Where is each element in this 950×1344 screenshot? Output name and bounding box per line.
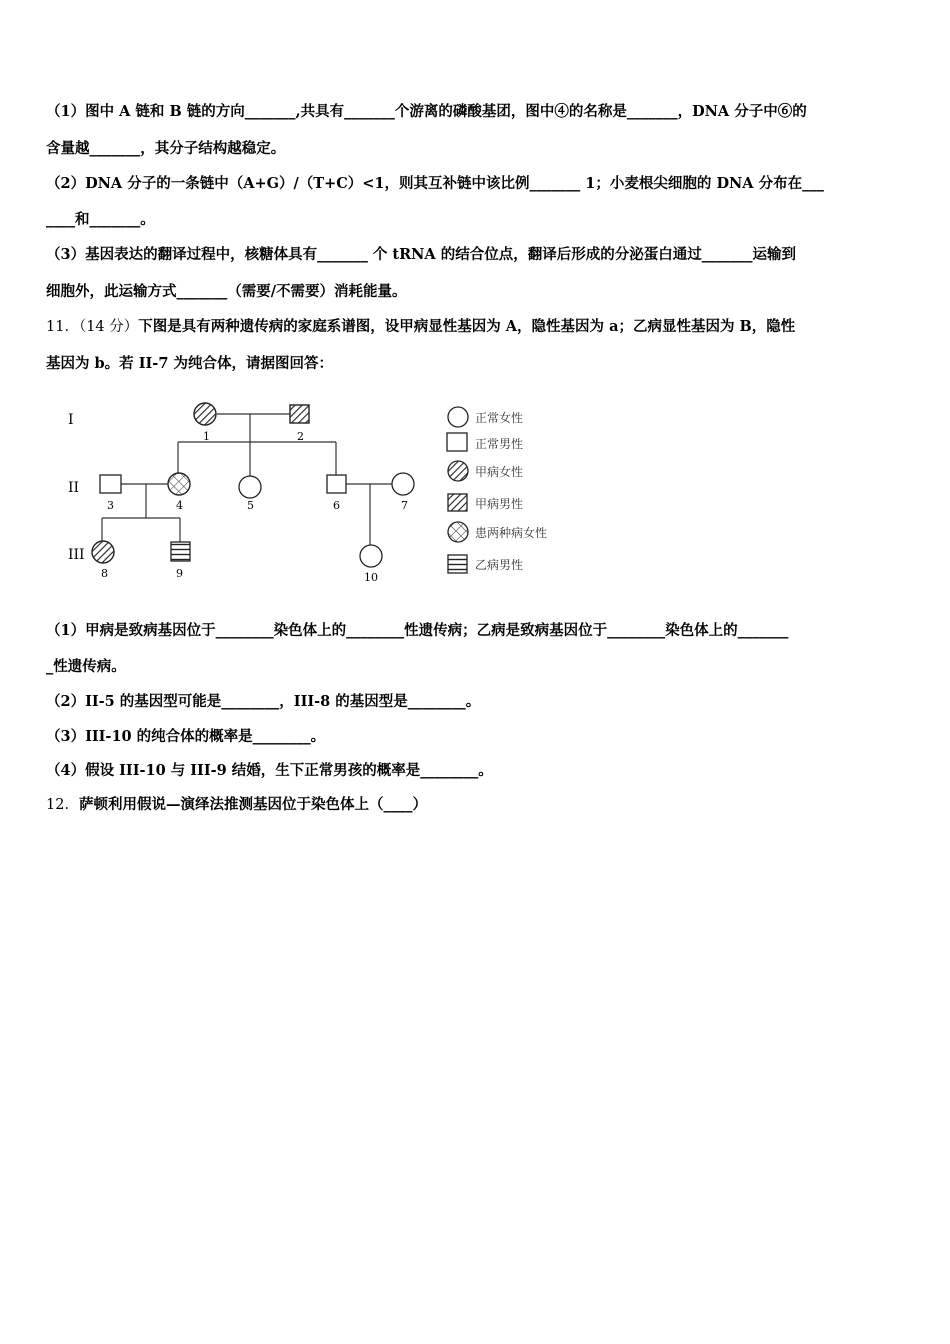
part1-line-5: （3）基因表达的翻译过程中，核糖体具有_______ 个 tRNA 的结合位点，翻译后形成的分泌蛋白通过_______运输到: [46, 246, 796, 263]
q11-sub-question-4: （4）假设 III-10 与 III-9 结婚，生下正常男孩的概率是________。: [46, 762, 493, 779]
individual-7-normal-female: [392, 473, 414, 495]
individual-6-normal-male: [327, 475, 346, 493]
generation-label-I: I: [68, 412, 74, 428]
legend-jia-female-label: 甲病女性: [475, 465, 524, 479]
label-8: 8: [101, 567, 108, 580]
q12-number: 12．: [46, 797, 79, 813]
q11-stem-line-2: 基因为 b。若 II-7 为纯合体，请据图回答：: [46, 355, 333, 372]
pedigree-figure: [60, 392, 580, 592]
label-10: 10: [364, 571, 378, 584]
label-1: 1: [203, 430, 210, 443]
part1-line-1: （1）图中 A 链和 B 链的方向_______,共具有_______个游离的磷酸基团，图中④的名称是_______，DNA 分子中⑥的: [46, 103, 807, 120]
legend-both-diseases-female-icon: [448, 522, 468, 542]
q11-number: 11．: [46, 319, 79, 335]
label-5: 5: [247, 499, 254, 512]
legend-normal-male-icon: [447, 433, 467, 451]
individual-4-both-diseases-female: [168, 473, 190, 495]
legend-jia-male-label: 甲病男性: [475, 497, 524, 511]
part1-line-2: 含量越_______，其分子结构越稳定。: [46, 140, 286, 157]
individual-8-affected-jia-female: [92, 541, 114, 563]
q11-stem-line-1: [46, 317, 795, 337]
legend-normal-female-label: 正常女性: [475, 411, 524, 425]
q11-stem-text: 下图是具有两种遗传病的家庭系谱图，设甲病显性基因为 A，隐性基因为 a；乙病显性基因为 B，隐性: [138, 318, 796, 335]
individual-2-affected-jia-male: [290, 405, 309, 423]
individual-3-normal-male: [100, 475, 121, 493]
part1-line-4: ____和_______。: [46, 211, 155, 228]
legend-normal-female-icon: [448, 407, 468, 427]
label-2: 2: [297, 430, 304, 443]
legend-both-diseases-female-label: 患两种病女性: [475, 526, 548, 540]
label-7: 7: [401, 499, 408, 512]
q12-text: 萨顿利用假说—演绎法推测基因位于染色体上（____）: [78, 796, 427, 813]
legend-yi-male-icon: [448, 555, 467, 573]
label-3: 3: [107, 499, 114, 512]
q11-sub-question-2: （2）II-5 的基因型可能是________，III-8 的基因型是________。: [46, 693, 481, 710]
q11-sub-question-3: （3）III-10 的纯合体的概率是________。: [46, 728, 326, 745]
legend-jia-male-icon: [448, 494, 467, 511]
individual-1-affected-jia-female: [194, 403, 216, 425]
individual-5-normal-female: [239, 476, 261, 498]
q11-score: （14 分）: [78, 319, 139, 335]
q11-sub-question-1a: （1）甲病是致病基因位于________染色体上的________性遗传病；乙病是致病基因位于________染色体上的_______: [46, 622, 789, 639]
q12-line: [46, 795, 427, 815]
part1-line-6: 细胞外，此运输方式_______（需要/不需要）消耗能量。: [46, 283, 407, 300]
label-9: 9: [176, 567, 183, 580]
part1-line-3: （2）DNA 分子的一条链中（A+G）/（T+C）<1，则其互补链中该比例_______ 1；小麦根尖细胞的 DNA 分布在___: [46, 175, 824, 192]
individual-9-affected-yi-male: [171, 542, 190, 561]
legend-yi-male-label: 乙病男性: [475, 558, 524, 572]
legend-jia-female-icon: [448, 461, 468, 481]
legend-normal-male-label: 正常男性: [475, 437, 524, 451]
q11-sub-question-1b: _性遗传病。: [46, 658, 126, 675]
generation-label-II: II: [68, 480, 80, 496]
generation-label-III: III: [68, 547, 85, 563]
label-4: 4: [176, 499, 183, 512]
individual-10-normal-female: [360, 545, 382, 567]
label-6: 6: [333, 499, 340, 512]
